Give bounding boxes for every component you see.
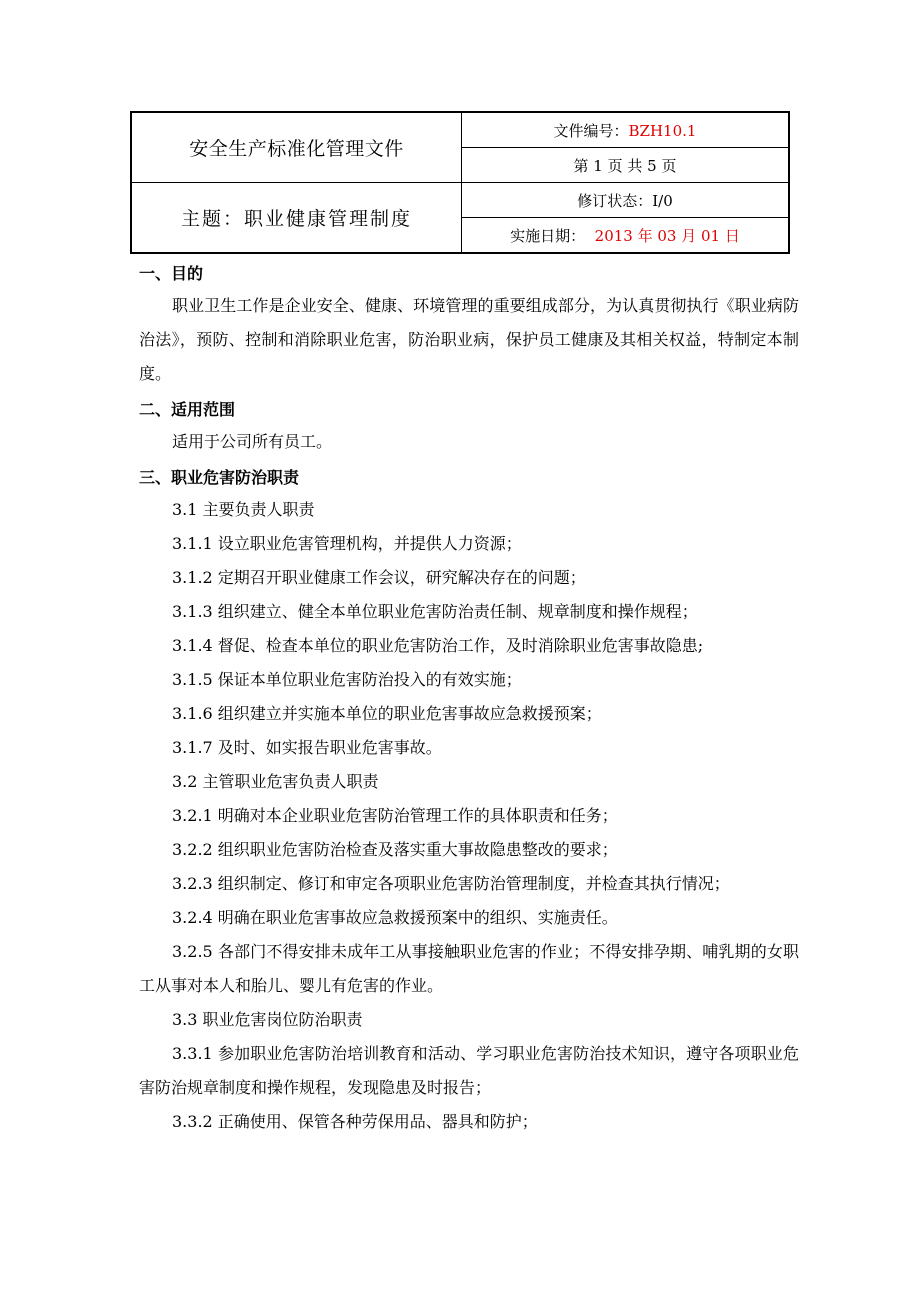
clause-item: 3.2.4 明确在职业危害事故应急救援预案中的组织、实施责任。 — [172, 908, 618, 927]
clause-item: 3.2.5 各部门不得安排未成年工从事接触职业危害的作业；不得安排孕期、哺乳期的女职工从事对本人和胎儿、婴儿有危害的作业。 — [139, 942, 799, 995]
revision-label: 修订状态： — [577, 191, 653, 210]
document-header-table — [130, 111, 790, 254]
paragraph-scope: 适用于公司所有员工。 — [172, 432, 333, 451]
clause-item: 3.1.2 定期召开职业健康工作会议，研究解决存在的问题； — [172, 568, 586, 587]
clause-item: 3.3 职业危害岗位防治职责 — [172, 1010, 363, 1029]
clause-item: 3.2 主管职业危害负责人职责 — [172, 772, 379, 791]
clause-item: 3.2.1 明确对本企业职业危害防治管理工作的具体职责和任务； — [172, 806, 618, 825]
section-heading-scope: 二、适用范围 — [139, 400, 236, 419]
clause-item: 3.1.4 督促、检查本单位的职业危害防治工作，及时消除职业危害事故隐患; — [172, 636, 704, 655]
clause-item: 3.1.6 组织建立并实施本单位的职业危害事故应急救援预案； — [172, 704, 602, 723]
clause-item: 3.1.1 设立职业危害管理机构，并提供人力资源； — [172, 534, 522, 553]
clause-item: 3.2.3 组织制定、修订和审定各项职业危害防治管理制度，并检查其执行情况； — [172, 874, 730, 893]
clause-item: 3.3.2 正确使用、保管各种劳保用品、器具和防护； — [172, 1112, 538, 1131]
clause-item: 3.1.5 保证本单位职业危害防治投入的有效实施； — [172, 670, 522, 689]
effective-date-cell — [462, 218, 790, 254]
document-number-value: BZH10.1 — [628, 121, 697, 140]
document-number-label: 文件编号： — [553, 121, 629, 140]
clause-item: 3.3.1 参加职业危害防治培训教育和活动、学习职业危害防治技术知识，遵守各项职业危害防治规章制度和操作规程，发现隐患及时报告； — [139, 1044, 799, 1097]
document-subject: 主题：职业健康管理制度 — [131, 183, 462, 254]
clause-item: 3.1 主要负责人职责 — [172, 500, 315, 519]
effective-date-label: 实施日期： — [510, 226, 586, 245]
clause-item: 3.2.2 组织职业危害防治检查及落实重大事故隐患整改的要求； — [172, 840, 618, 859]
clause-item: 3.1.3 组织建立、健全本单位职业危害防治责任制、规章制度和操作规程； — [172, 602, 698, 621]
clause-item: 3.1.7 及时、如实报告职业危害事故。 — [172, 738, 442, 757]
revision-value: Ⅰ/0 — [652, 191, 673, 210]
document-number-cell — [462, 112, 790, 148]
page-info: 第 1 页 共 5 页 — [462, 148, 790, 183]
effective-date-value: 2013 年 03 月 01 日 — [594, 226, 740, 245]
document-body — [139, 259, 799, 1139]
paragraph-purpose: 职业卫生工作是企业安全、健康、环境管理的重要组成部分，为认真贯彻执行《职业病防治法》，预防、控制和消除职业危害，防治职业病，保护员工健康及其相关权益，特制定本制度。 — [139, 296, 799, 383]
section-heading-responsibilities: 三、职业危害防治职责 — [139, 468, 300, 487]
document-title: 安全生产标准化管理文件 — [131, 112, 462, 183]
revision-cell — [462, 183, 790, 218]
section-heading-purpose: 一、目的 — [139, 264, 204, 283]
